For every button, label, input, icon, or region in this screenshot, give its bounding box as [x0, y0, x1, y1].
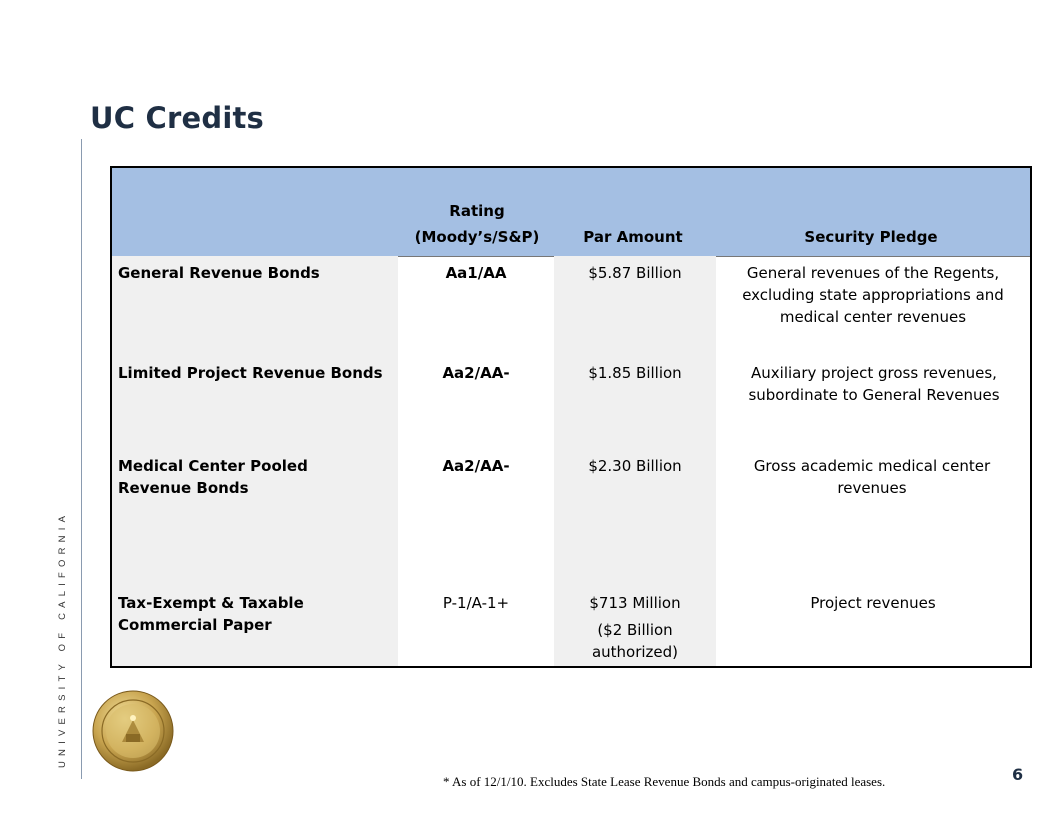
header-security-pledge: Security Pledge — [804, 228, 938, 246]
page-title: UC Credits — [90, 101, 265, 135]
uc-seal-logo — [92, 690, 174, 772]
row2-pledge: Auxiliary project gross revenues, subordinate to General Revenues — [748, 364, 1000, 404]
row3-name: Medical Center Pooled Revenue Bonds — [118, 457, 308, 497]
header-rating — [394, 198, 560, 250]
footnote: * As of 12/1/10. Excludes State Lease Revenue Bonds and campus-originated leases. — [443, 774, 886, 789]
row4-pledge: Project revenues — [810, 594, 936, 612]
table-header — [112, 168, 1030, 257]
row1-name: General Revenue Bonds — [118, 264, 320, 282]
row3-pledge: Gross academic medical center revenues — [753, 457, 991, 497]
row1-rating: Aa1/AA — [445, 264, 507, 282]
row4-name: Tax-Exempt & Taxable Commercial Paper — [118, 594, 304, 634]
row4-par-note: ($2 Billion authorized) — [591, 621, 679, 661]
row2-rating: Aa2/AA- — [442, 364, 510, 382]
row1-par: $5.87 Billion — [588, 264, 682, 282]
row3-par: $2.30 Billion — [588, 457, 682, 475]
vertical-divider — [81, 139, 82, 779]
header-rating-line1: Rating — [449, 202, 505, 220]
row1-pledge: General revenues of the Regents, excluding state appropriations and medical center revenues — [742, 264, 1004, 326]
row2-name: Limited Project Revenue Bonds — [118, 364, 383, 382]
credits-table — [110, 166, 1032, 668]
row3-rating: Aa2/AA- — [442, 457, 510, 475]
row2-par: $1.85 Billion — [588, 364, 682, 382]
university-vertical-label: UNIVERSITY OF CALIFORNIA — [57, 510, 68, 768]
row4-rating: P-1/A-1+ — [442, 594, 510, 612]
row4-par: $713 Million — [589, 594, 681, 612]
header-rating-line2: (Moody’s/S&P) — [414, 228, 540, 246]
header-par-amount: Par Amount — [583, 228, 683, 246]
page-number: 6 — [1012, 765, 1024, 784]
